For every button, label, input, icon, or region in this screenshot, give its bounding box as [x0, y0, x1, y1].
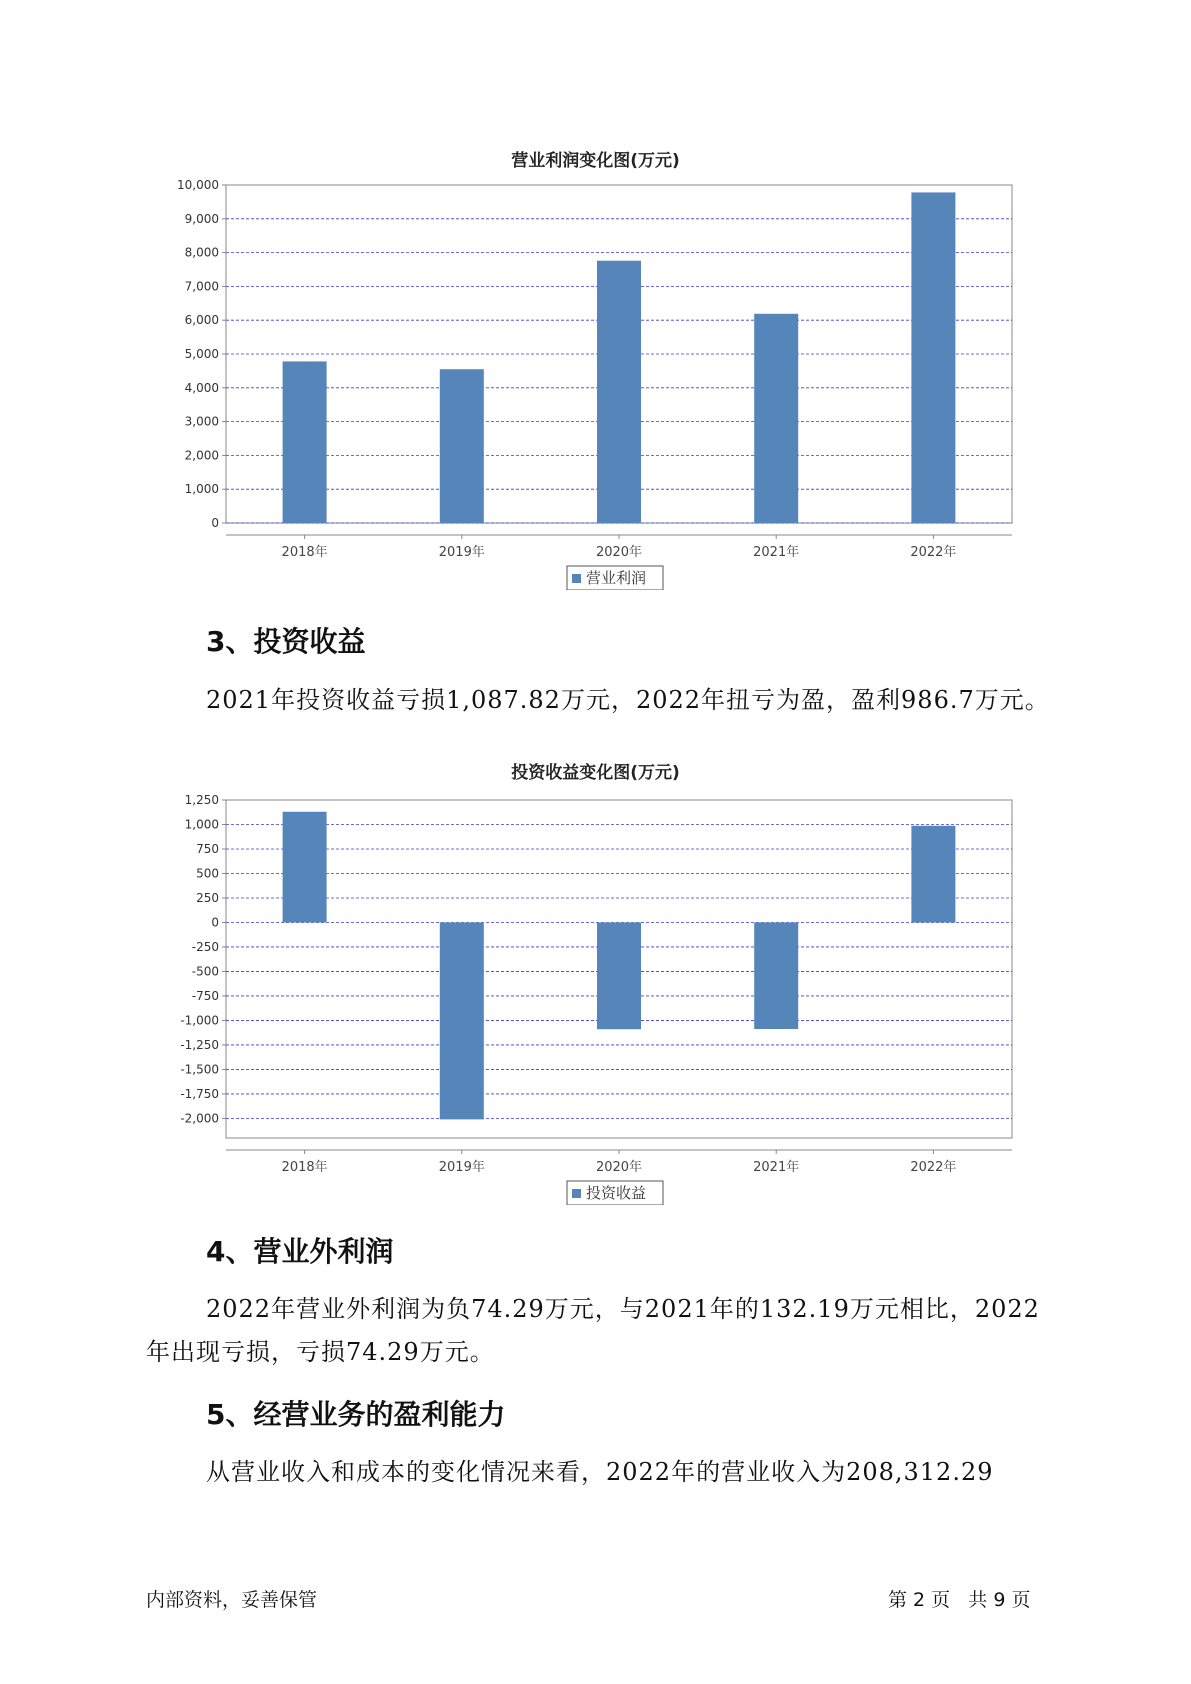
- chart2-xtick-label: 2021年: [753, 1160, 800, 1175]
- section5-heading: 5、经营业务的盈利能力: [206, 1398, 506, 1431]
- chart1-ytick-label: 5,000: [184, 347, 219, 361]
- chart2-ytick-label: -1,000: [180, 1013, 219, 1028]
- footer-confidential: 内部资料，妥善保管: [146, 1589, 318, 1611]
- chart2-bar: [440, 922, 484, 1119]
- section4-line2: 年出现亏损，亏损74.29万元。: [146, 1338, 495, 1366]
- chart2-bar: [911, 826, 955, 923]
- chart1-ytick-label: 8,000: [184, 245, 219, 260]
- chart2-xtick-label: 2019年: [438, 1160, 485, 1175]
- chart2-ytick-label: 1,250: [184, 793, 219, 807]
- chart1-ytick-label: 3,000: [184, 414, 219, 429]
- investment-income-chart: [0, 785, 1191, 1205]
- chart2-ytick-label: 250: [196, 890, 219, 905]
- operating-profit-chart: [0, 170, 1191, 590]
- chart1-ytick-label: 10,000: [177, 178, 219, 192]
- chart2-ytick-label: -500: [191, 964, 219, 979]
- chart2-bar: [283, 812, 327, 923]
- section4-heading: 4、营业外利润: [206, 1235, 394, 1268]
- chart1-ytick-label: 4,000: [184, 380, 219, 395]
- chart1-bar: [283, 361, 327, 523]
- chart1-ytick-label: 0: [211, 516, 219, 530]
- chart2-xtick-label: 2018年: [281, 1160, 328, 1175]
- chart2-title: 投资收益变化图(万元): [511, 763, 680, 783]
- section3-text: 2021年投资收益亏损1,087.82万元，2022年扭亏为盈，盈利986.7万元。: [206, 686, 1050, 714]
- section5-text: 从营业收入和成本的变化情况来看，2022年的营业收入为208,312.29: [206, 1458, 994, 1486]
- chart1-ytick-label: 6,000: [184, 313, 219, 328]
- chart1-xtick-label: 2018年: [281, 545, 328, 560]
- chart1-ytick-label: 9,000: [184, 211, 219, 226]
- chart2-legend-swatch: [572, 1189, 581, 1198]
- chart2-ytick-label: -2,000: [180, 1111, 219, 1126]
- section4-line1: 2022年营业外利润为负74.29万元，与2021年的132.19万元相比，2022: [206, 1295, 1040, 1323]
- chart1-xtick-label: 2020年: [595, 545, 643, 560]
- chart2-ytick-label: 500: [196, 866, 219, 881]
- chart2-ytick-label: -1,500: [180, 1062, 219, 1077]
- chart2-ytick-label: -1,250: [180, 1037, 219, 1052]
- chart1-xtick-label: 2019年: [438, 545, 485, 560]
- chart1-bar: [440, 369, 484, 523]
- chart1-bar: [754, 314, 798, 523]
- chart1-ytick-label: 7,000: [184, 279, 219, 294]
- chart2-ytick-label: -250: [191, 939, 219, 954]
- chart2-legend-label: 投资收益: [586, 1184, 647, 1202]
- chart2-ytick-label: 1,000: [184, 817, 219, 832]
- chart1-xtick-label: 2021年: [753, 545, 800, 560]
- chart1-title: 营业利润变化图(万元): [511, 151, 680, 171]
- chart2-bar: [754, 922, 798, 1029]
- chart2-xtick-label: 2020年: [595, 1160, 643, 1175]
- chart1-ytick-label: 1,000: [184, 482, 219, 497]
- chart2-xtick-label: 2022年: [910, 1160, 957, 1175]
- chart2-ytick-label: -1,750: [180, 1086, 219, 1101]
- chart2-ytick-label: -750: [191, 988, 219, 1003]
- chart1-bar: [911, 192, 955, 523]
- chart2-ytick-label: 750: [196, 841, 219, 856]
- chart2-ytick-label: 0: [211, 915, 219, 930]
- footer-page-number: 第 2 页 共 9 页: [888, 1589, 1031, 1611]
- section3-heading: 3、投资收益: [206, 625, 366, 658]
- chart1-xtick-label: 2022年: [910, 545, 957, 560]
- chart1-bar: [597, 261, 641, 523]
- chart1-legend-label: 营业利润: [586, 569, 647, 587]
- chart2-bar: [597, 922, 641, 1029]
- chart1-legend-swatch: [572, 574, 581, 583]
- chart1-ytick-label: 2,000: [184, 448, 219, 463]
